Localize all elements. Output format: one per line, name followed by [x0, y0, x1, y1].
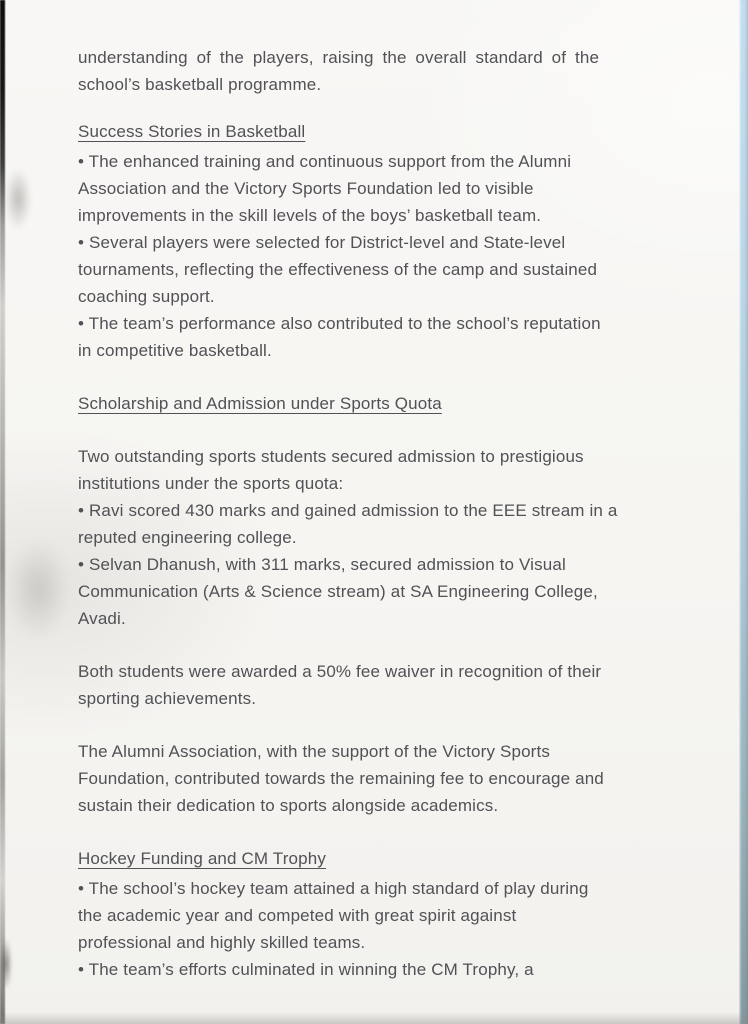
- section-heading: Hockey Funding and CM Trophy: [78, 849, 326, 868]
- scan-right-edge-strip: [739, 0, 748, 1024]
- section-heading-block: [78, 845, 668, 872]
- section-heading-block: [78, 390, 668, 417]
- text-line: coaching support.: [78, 287, 215, 306]
- text-line: • The team’s performance also contributed to the school’s reputation: [78, 314, 601, 333]
- text-line: institutions under the sports quota:: [78, 474, 344, 493]
- section-heading-block: [78, 118, 668, 145]
- text-line: • The enhanced training and continuous support from the Alumni: [78, 152, 572, 171]
- text-line: • Selvan Dhanush, with 311 marks, secured admission to Visual: [78, 555, 566, 574]
- text-line: improvements in the skill levels of the boys’ basketball team.: [78, 206, 542, 225]
- text-line: Two outstanding sports students secured admission to prestigious: [78, 447, 584, 466]
- text-line: school’s basketball programme.: [78, 75, 322, 94]
- paragraph-block: [78, 738, 668, 819]
- text-line: • The school’s hockey team attained a high standard of play during: [78, 879, 589, 898]
- paragraph-block: [78, 658, 668, 712]
- paragraph-block: [78, 44, 668, 98]
- list-block: [78, 497, 668, 632]
- text-line: Communication (Arts & Science stream) at SA Engineering College,: [78, 582, 598, 601]
- text-line: Foundation, contributed towards the remaining fee to encourage and: [78, 769, 604, 788]
- text-line: the academic year and competed with great spirit against: [78, 906, 517, 925]
- text-line: The Alumni Association, with the support of the Victory Sports: [78, 742, 551, 761]
- paragraph-block: [78, 443, 668, 497]
- text-line: • Ravi scored 430 marks and gained admission to the EEE stream in a: [78, 501, 618, 520]
- text-line: understanding of the players, raising the overall standard of the: [78, 48, 600, 67]
- scan-bottom-shadow: [0, 1012, 748, 1024]
- scan-left-edge-shadow: [0, 0, 5, 1024]
- text-line: professional and highly skilled teams.: [78, 933, 366, 952]
- list-block: [78, 148, 668, 364]
- text-line: sporting achievements.: [78, 689, 257, 708]
- text-line: tournaments, reflecting the effectiveness of the camp and sustained: [78, 260, 598, 279]
- text-line: in competitive basketball.: [78, 341, 272, 360]
- text-line: • Several players were selected for District-level and State-level: [78, 233, 566, 252]
- document-text: [78, 44, 668, 983]
- text-line: • The team’s efforts culminated in winning the CM Trophy, a: [78, 960, 534, 979]
- text-line: Both students were awarded a 50% fee waiver in recognition of their: [78, 662, 602, 681]
- text-line: Association and the Victory Sports Foundation led to visible: [78, 179, 534, 198]
- scan-smudge: [0, 938, 12, 990]
- section-heading: Scholarship and Admission under Sports Quota: [78, 394, 442, 413]
- text-line: reputed engineering college.: [78, 528, 297, 547]
- text-line: sustain their dedication to sports alongside academics.: [78, 796, 499, 815]
- section-heading: Success Stories in Basketball: [78, 122, 306, 141]
- scan-smudge: [8, 540, 68, 640]
- text-line: Avadi.: [78, 609, 126, 628]
- scan-smudge: [5, 168, 31, 230]
- list-block: [78, 875, 668, 983]
